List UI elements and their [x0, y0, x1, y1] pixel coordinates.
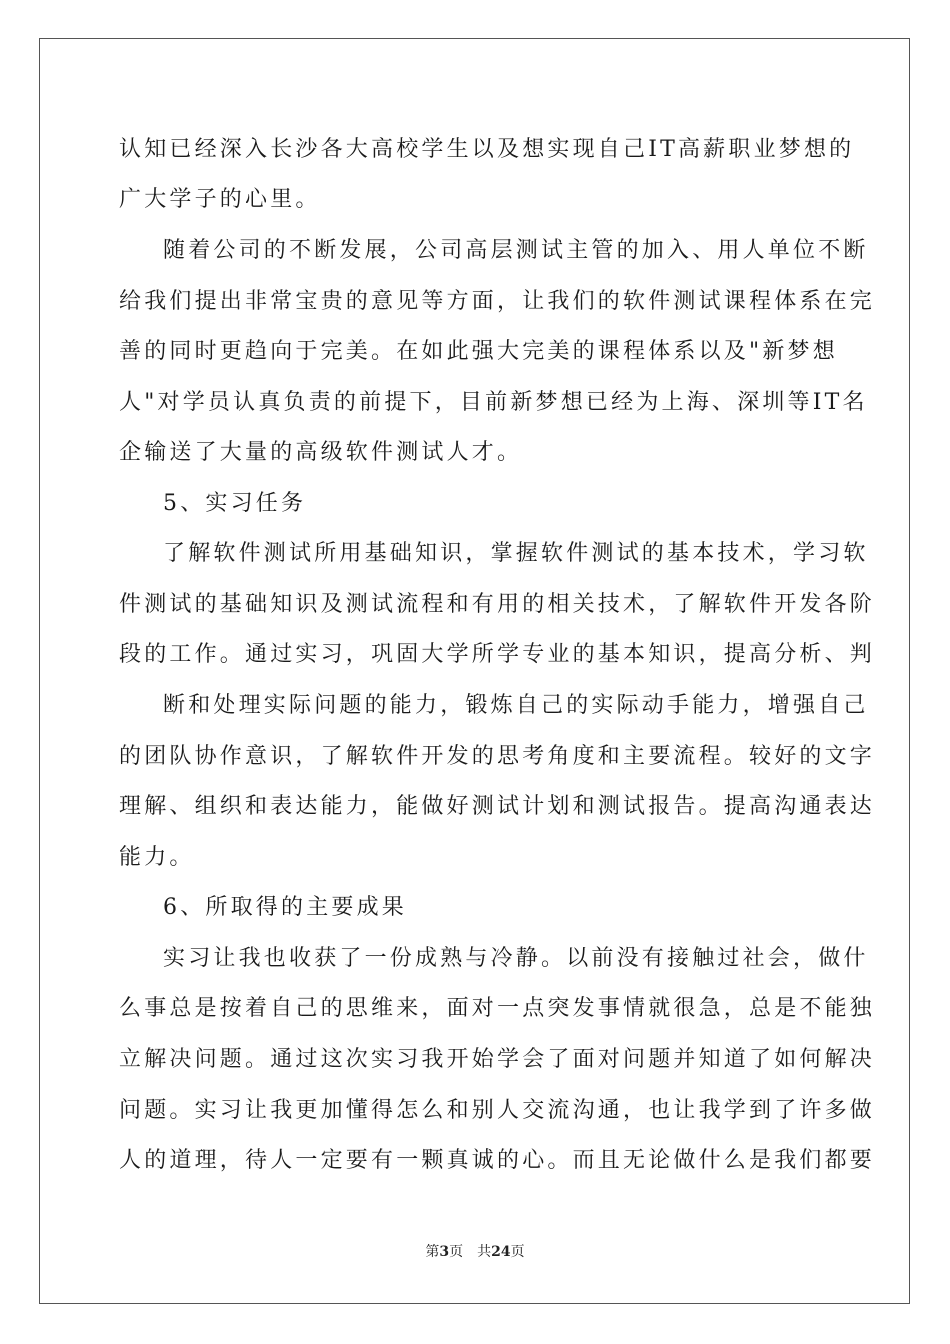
page-mid: 页 共: [449, 1244, 492, 1260]
text-line: 能力。: [119, 845, 195, 870]
section-heading: 6、所取得的主要成果: [163, 895, 407, 920]
text-line: 人"对学员认真负责的前提下，目前新梦想已经为上海、深圳等IT名: [119, 390, 868, 415]
page-footer: [0, 1241, 950, 1261]
text-line: 立解决问题。通过这次实习我开始学会了面对问题并知道了如何解决: [119, 1047, 876, 1072]
text-line: 段的工作。通过实习，巩固大学所学专业的基本知识，提高分析、判: [119, 642, 876, 667]
text-line: 的团队协作意识，了解软件开发的思考角度和主要流程。较好的文字: [119, 744, 876, 769]
page-current: 3: [439, 1244, 450, 1260]
text-line: 了解软件测试所用基础知识，掌握软件测试的基本技术，学习软: [163, 541, 869, 566]
section-heading: 5、实习任务: [163, 491, 307, 516]
text-line: 理解、组织和表达能力，能做好测试计划和测试报告。提高沟通表达: [119, 794, 876, 819]
text-line: 问题。实习让我更加懂得怎么和别人交流沟通，也让我学到了许多做: [119, 1098, 876, 1123]
text-line: 断和处理实际问题的能力，锻炼自己的实际动手能力，增强自己: [163, 693, 869, 718]
text-line: 善的同时更趋向于完美。在如此强大完美的课程体系以及"新梦想: [119, 339, 838, 364]
text-line: 企输送了大量的高级软件测试人才。: [119, 440, 523, 465]
page-total: 24: [491, 1244, 511, 1260]
text-line: 么事总是按着自己的思维来，面对一点突发事情就很急，总是不能独: [119, 996, 876, 1021]
text-line: 给我们提出非常宝贵的意见等方面，让我们的软件测试课程体系在完: [119, 289, 876, 314]
page-suffix: 页: [510, 1244, 525, 1260]
text-line: 广大学子的心里。: [119, 187, 321, 212]
text-line: 随着公司的不断发展，公司高层测试主管的加入、用人单位不断: [163, 238, 869, 263]
text-line: 认知已经深入长沙各大高校学生以及想实现自己IT高薪职业梦想的: [119, 137, 855, 162]
text-line: 实习让我也收获了一份成熟与冷静。以前没有接触过社会，做什: [163, 946, 869, 971]
text-line: 人的道理，待人一定要有一颗真诚的心。而且无论做什么是我们都要: [119, 1148, 876, 1173]
page-prefix: 第: [425, 1244, 440, 1260]
text-line: 件测试的基础知识及测试流程和有用的相关技术，了解软件开发各阶: [119, 592, 876, 617]
